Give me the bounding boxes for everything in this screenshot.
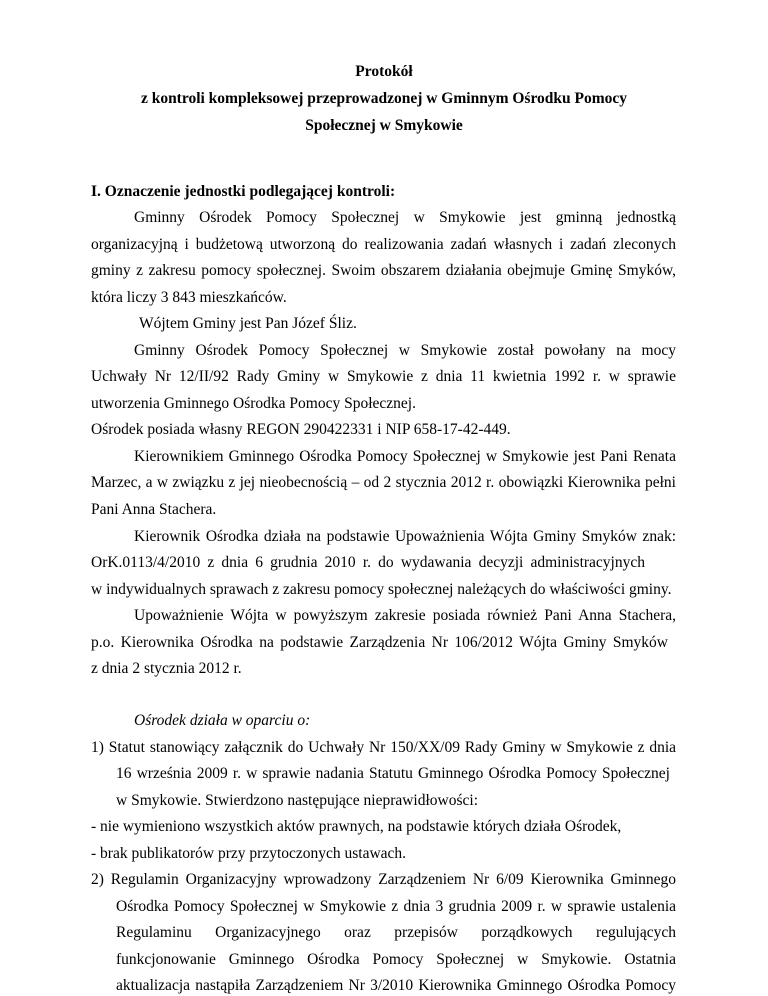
- list-item-continuation: w Smykowie. Stwierdzono następujące nieprawidłowości:: [116, 792, 479, 809]
- paragraph-line: Gminny Ośrodek Pomocy Społecznej w Smykowie został powołany na mocy: [134, 342, 676, 359]
- paragraph-line: Kierownikiem Gminnego Ośrodka Pomocy Społecznej w Smykowie jest Pani Renata: [134, 448, 676, 465]
- paragraph-line: organizacyjną i budżetową utworzoną do realizowania zadań własnych i zadań zleconych: [91, 236, 676, 253]
- paragraph-line: Wójtem Gminy jest Pan Józef Śliz.: [139, 315, 357, 332]
- paragraph-line: która liczy 3 843 mieszkańców.: [91, 289, 287, 306]
- paragraph-line: gminy z zakresu pomocy społecznej. Swoim obszarem działania obejmuje Gminę Smyków,: [91, 262, 676, 279]
- paragraph-line: utworzenia Gminnego Ośrodka Pomocy Społecznej.: [91, 395, 416, 412]
- list-item-continuation: Ośrodka Pomocy Społecznej w Smykowie z dnia 3 grudnia 2009 r. w sprawie ustalenia: [116, 898, 676, 915]
- paragraph-line: Gminny Ośrodek Pomocy Społecznej w Smykowie jest gminną jednostką: [134, 209, 676, 226]
- title-line-2: z kontroli kompleksowej przeprowadzonej w Gminnym Ośrodku Pomocy: [140, 90, 628, 107]
- paragraph-line: Kierownik Ośrodka działa na podstawie Upoważnienia Wójta Gminy Smyków znak:: [134, 528, 676, 545]
- title-line-1: Protokół: [355, 63, 413, 80]
- title-line-3: Społecznej w Smykowie: [305, 117, 463, 134]
- paragraph-line: Ośrodek posiada własny REGON 290422331 i NIP 658-17-42-449.: [91, 421, 511, 438]
- subheading-osrodek: Ośrodek działa w oparciu o:: [134, 712, 311, 729]
- section-1-heading: [91, 182, 395, 202]
- list-item-dash: - brak publikatorów przy przytoczonych ustawach.: [91, 845, 407, 862]
- section-1-heading-text: . Oznaczenie jednostki podlegającej kontroli:: [97, 183, 396, 200]
- paragraph-line: Marzec, a w związku z jej nieobecnością – od 2 stycznia 2012 r. obowiązki Kierownika pełni: [91, 474, 676, 491]
- paragraph-line: w indywidualnych sprawach z zakresu pomocy społecznej należących do właściwości gminy.: [91, 581, 672, 598]
- paragraph-line: z dnia 2 stycznia 2012 r.: [91, 660, 242, 677]
- paragraph-line: Uchwały Nr 12/II/92 Rady Gminy w Smykowie z dnia 11 kwietnia 1992 r. w sprawie: [91, 368, 676, 385]
- list-item-continuation: funkcjonowanie Gminnego Ośrodka Pomocy Społecznej w Smykowie. Ostatnia: [116, 951, 676, 968]
- paragraph-line: p.o. Kierownika Ośrodka na podstawie Zarządzenia Nr 106/2012 Wójta Gminy Smyków: [91, 634, 668, 651]
- section-1-numeral: I: [91, 183, 98, 200]
- list-item-continuation: Regulaminu Organizacyjnego oraz przepisów porządkowych regulujących: [116, 924, 676, 941]
- list-item: 1) Statut stanowiący załącznik do Uchwały Nr 150/XX/09 Rady Gminy w Smykowie z dnia: [91, 739, 676, 756]
- paragraph-line: Upoważnienie Wójta w powyższym zakresie posiada również Pani Anna Stachera,: [134, 607, 676, 624]
- list-item-dash: - nie wymieniono wszystkich aktów prawnych, na podstawie których działa Ośrodek,: [91, 818, 622, 835]
- list-item-continuation: 16 września 2009 r. w sprawie nadania Statutu Gminnego Ośrodka Pomocy Społecznej: [116, 765, 670, 782]
- list-item-continuation: aktualizacja nastąpiła Zarządzeniem Nr 3/2010 Kierownika Gminnego Ośrodka Pomocy: [116, 977, 676, 994]
- paragraph-line: Pani Anna Stachera.: [91, 501, 217, 518]
- list-item: 2) Regulamin Organizacyjny wprowadzony Zarządzeniem Nr 6/09 Kierownika Gminnego: [91, 871, 676, 888]
- paragraph-line: OrK.0113/4/2010 z dnia 6 grudnia 2010 r. do wydawania decyzji administracyjnych: [91, 554, 645, 571]
